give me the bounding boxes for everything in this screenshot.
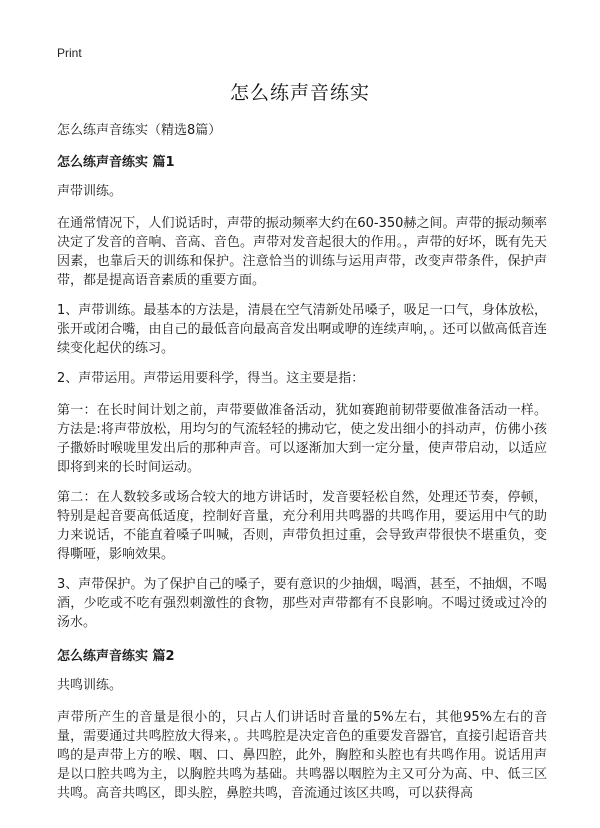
document-body — [57, 122, 547, 814]
paragraph: 3、声带保护。为了保护自己的嗓子，要有意识的少抽烟，喝酒，甚至，不抽烟，不喝酒，少吃或不吃有强烈刺激性的食物，那些对声带都有不良影响。不喝过烫或过冷的汤水。 — [57, 577, 547, 630]
section-1 — [57, 154, 547, 632]
paragraph: 第一：在长时间计划之前，声带要做准备活动，犹如赛跑前韧带要做准备活动一样。方法是:将声带放松，用均匀的气流轻轻的拂动它，使之发出细小的抖动声，仿佛小孩子撒娇时喉咙里发出后的那种声音。可以逐渐加大到一定分量，使声带启动，以适应即将到来的长时间运动。 — [57, 403, 547, 475]
print-link[interactable]: Print — [57, 46, 82, 60]
page-title: 怎么练声音练实 — [229, 82, 370, 104]
paragraph: 声带训练。 — [57, 184, 123, 199]
section-heading: 怎么练声音练实 篇2 — [57, 649, 175, 664]
section-2 — [57, 648, 547, 803]
document-subtitle: 怎么练声音练实（精选8篇） — [57, 123, 222, 138]
section-heading: 怎么练声音练实 篇1 — [57, 155, 175, 170]
paragraph: 在通常情况下，人们说话时，声带的振动频率大约在60-350赫之间。声带的振动频率决定了发音的音响、音高、音色。声带对发音起很大的作用。，声带的好坏，既有先天因素，也靠后天的训练和保护。注意恰当的训练与运用声带，改变声带条件，保护声带，都是提高语音素质的重要方面。 — [57, 216, 547, 288]
paragraph: 2、声带运用。声带运用要科学，得当。这主要是指： — [57, 371, 365, 386]
paragraph: 声带所产生的音量是很小的，只占人们讲话时音量的5%左右，其他95%左右的音量，需要通过共鸣腔放大得来，。共鸣腔是决定音色的重要发音器官，直接引起语音共鸣的是声带上方的喉、咽、口、鼻四腔，此外，胸腔和头腔也有共鸣作用。说话用声是以口腔共鸣为主，以胸腔共鸣为基础。共鸣器以咽腔为主又可分为高、中、低三区共鸣。高音共鸣区，即头腔，鼻腔共鸣，音流通过该区共鸣，可以获得高 — [57, 710, 547, 801]
paragraph: 第二：在人数较多或场合较大的地方讲话时，发音要轻松自然，处理还节奏，停顿，特别是起音要高低适度，控制好音量，充分利用共鸣器的共鸣作用，要运用中气的助力来说话，不能直着嗓子叫喊，否则，声带负担过重，会导致声带很快不堪重负，变得嘶哑，影响效果。 — [57, 490, 547, 562]
paragraph: 1、声带训练。最基本的方法是，清晨在空气清新处吊嗓子，吸足一口气，身体放松，张开或闭合嘴，由自己的最低音向最高音发出啊或咿的连续声响，。还可以做高低音连续变化起伏的练习。 — [57, 303, 547, 356]
paragraph: 共鸣训练。 — [57, 678, 123, 693]
